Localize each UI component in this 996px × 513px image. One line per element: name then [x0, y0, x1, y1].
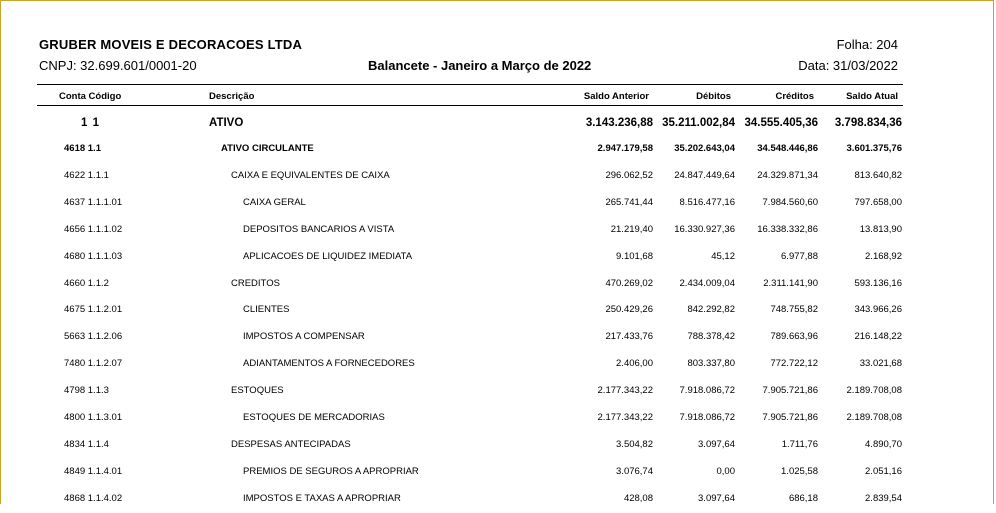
account-description: ADIANTAMENTOS A FORNECEDORES [243, 358, 415, 370]
creditos-value: 34.548.446,86 [757, 143, 818, 154]
account-description: ATIVO CIRCULANTE [221, 143, 314, 154]
creditos-value: 1.711,76 [781, 438, 818, 450]
account-description: ATIVO [209, 117, 244, 129]
saldo-atual-value: 813.640,82 [854, 169, 902, 181]
creditos-value: 16.338.332,86 [757, 223, 818, 235]
saldo-anterior-value: 2.177.343,22 [597, 385, 653, 397]
account-description: DESPESAS ANTECIPADAS [231, 438, 351, 450]
account-description: ESTOQUES DE MERCADORIAS [243, 412, 385, 423]
saldo-atual-value: 13.813,90 [859, 223, 902, 235]
saldo-anterior-value: 21.219,40 [610, 223, 653, 235]
debitos-value: 45,12 [711, 250, 735, 262]
debitos-value: 2.434.009,04 [679, 277, 735, 289]
account-code: 4798 1.1.3 [64, 385, 109, 397]
debitos-value: 842.292,82 [687, 304, 735, 316]
company-cnpj: CNPJ: 32.699.601/0001-20 [39, 58, 197, 73]
account-code: 4680 1.1.1.03 [64, 250, 123, 262]
account-code: 1 1 [81, 117, 100, 129]
account-description: CAIXA E EQUIVALENTES DE CAIXA [231, 169, 390, 181]
debitos-value: 3.097,64 [698, 492, 735, 504]
saldo-atual-value: 797.658,00 [854, 196, 902, 208]
debitos-value: 7.918.086,72 [679, 385, 735, 397]
saldo-atual-value: 216.148,22 [854, 331, 902, 343]
table-row [1, 331, 996, 351]
saldo-anterior-value: 265.741,44 [605, 196, 653, 208]
creditos-value: 7.905.721,86 [762, 385, 818, 397]
debitos-value: 7.918.086,72 [679, 412, 735, 423]
saldo-anterior-value: 3.076,74 [616, 465, 653, 477]
table-row [1, 278, 996, 298]
creditos-value: 789.663,96 [770, 331, 818, 343]
column-header-descricao: Descrição [209, 91, 255, 102]
creditos-value: 1.025,58 [781, 465, 818, 477]
saldo-anterior-value: 2.177.343,22 [597, 412, 653, 423]
saldo-atual-value: 3.798.834,36 [834, 117, 902, 129]
account-code: 4849 1.1.4.01 [64, 465, 123, 477]
table-row [1, 304, 996, 324]
saldo-anterior-value: 217.433,76 [605, 331, 653, 343]
saldo-anterior-value: 9.101,68 [616, 250, 653, 262]
debitos-value: 803.337,80 [687, 358, 735, 370]
account-code: 4656 1.1.1.02 [64, 223, 123, 235]
header-rule-bottom [37, 105, 903, 106]
saldo-atual-value: 2.051,16 [865, 465, 902, 477]
saldo-atual-value: 2.189.708,08 [846, 412, 902, 423]
creditos-value: 24.329.871,34 [757, 169, 818, 181]
account-description: ESTOQUES [231, 385, 284, 397]
table-row [1, 170, 996, 190]
saldo-atual-value: 4.890,70 [865, 438, 902, 450]
report-date: Data: 31/03/2022 [798, 58, 898, 73]
account-description: IMPOSTOS E TAXAS A APROPRIAR [243, 492, 401, 504]
saldo-anterior-value: 3.504,82 [616, 438, 653, 450]
table-row [1, 117, 996, 137]
debitos-value: 35.211.002,84 [662, 117, 735, 129]
saldo-anterior-value: 2.947.179,58 [597, 143, 653, 154]
header-rule-top [37, 84, 903, 85]
saldo-anterior-value: 428,08 [623, 492, 653, 504]
table-row [1, 143, 996, 163]
debitos-value: 24.847.449,64 [674, 169, 735, 181]
creditos-value: 748.755,82 [770, 304, 818, 316]
account-code: 4660 1.1.2 [64, 277, 109, 289]
account-code: 5663 1.1.2.06 [64, 331, 123, 343]
account-code: 4637 1.1.1.01 [64, 196, 123, 208]
debitos-value: 16.330.927,36 [674, 223, 735, 235]
saldo-anterior-value: 2.406,00 [616, 358, 653, 370]
saldo-anterior-value: 250.429,26 [605, 304, 653, 316]
saldo-atual-value: 2.168,92 [865, 250, 902, 262]
column-header-creditos: Créditos [775, 91, 814, 102]
account-code: 4675 1.1.2.01 [64, 304, 123, 316]
debitos-value: 788.378,42 [687, 331, 735, 343]
report-title: Balancete - Janeiro a Março de 2022 [368, 58, 592, 73]
creditos-value: 7.905.721,86 [762, 412, 818, 423]
saldo-atual-value: 343.966,26 [854, 304, 902, 316]
account-description: IMPOSTOS A COMPENSAR [243, 331, 365, 343]
column-header-saldo-atual: Saldo Atual [846, 91, 898, 102]
account-code: 7480 1.1.2.07 [64, 358, 123, 370]
creditos-value: 686,18 [788, 492, 818, 504]
saldo-atual-value: 2.189.708,08 [846, 385, 902, 397]
column-header-saldo-anterior: Saldo Anterior [583, 91, 649, 102]
saldo-atual-value: 2.839,54 [865, 492, 902, 504]
creditos-value: 34.555.405,36 [744, 117, 818, 129]
column-header-debitos: Débitos [696, 91, 731, 102]
table-row [1, 385, 996, 405]
creditos-value: 2.311.141,90 [763, 277, 818, 289]
company-name: GRUBER MOVEIS E DECORACOES LTDA [39, 37, 303, 52]
account-code: 4800 1.1.3.01 [64, 412, 123, 423]
account-code: 4618 1.1 [64, 143, 101, 154]
saldo-anterior-value: 3.143.236,88 [585, 117, 653, 129]
saldo-atual-value: 3.601.375,76 [846, 143, 902, 154]
page-number: Folha: 204 [836, 37, 898, 52]
table-row [1, 466, 996, 486]
table-row [1, 197, 996, 217]
account-code: 4868 1.1.4.02 [64, 492, 123, 504]
account-description: DEPOSITOS BANCARIOS A VISTA [243, 223, 395, 235]
column-header-conta-codigo: Conta Código [59, 91, 122, 102]
saldo-anterior-value: 296.062,52 [605, 169, 653, 181]
debitos-value: 0,00 [716, 465, 735, 477]
creditos-value: 6.977,88 [781, 250, 818, 262]
table-row [1, 493, 996, 513]
account-description: CREDITOS [231, 277, 280, 289]
account-description: APLICACOES DE LIQUIDEZ IMEDIATA [243, 250, 413, 262]
creditos-value: 772.722,12 [770, 358, 818, 370]
saldo-anterior-value: 470.269,02 [605, 277, 653, 289]
saldo-atual-value: 593.136,16 [854, 277, 902, 289]
saldo-atual-value: 33.021,68 [859, 358, 902, 370]
table-row [1, 224, 996, 244]
creditos-value: 7.984.560,60 [762, 196, 818, 208]
table-row [1, 251, 996, 271]
debitos-value: 35.202.643,04 [674, 143, 735, 154]
account-code: 4834 1.1.4 [64, 438, 109, 450]
table-row [1, 412, 996, 432]
debitos-value: 8.516.477,16 [679, 196, 735, 208]
account-description: PREMIOS DE SEGUROS A APROPRIAR [243, 465, 419, 477]
account-description: CLIENTES [243, 304, 290, 316]
account-code: 4622 1.1.1 [64, 169, 109, 181]
table-row [1, 439, 996, 459]
account-description: CAIXA GERAL [243, 196, 306, 208]
table-row [1, 358, 996, 378]
debitos-value: 3.097,64 [698, 438, 735, 450]
